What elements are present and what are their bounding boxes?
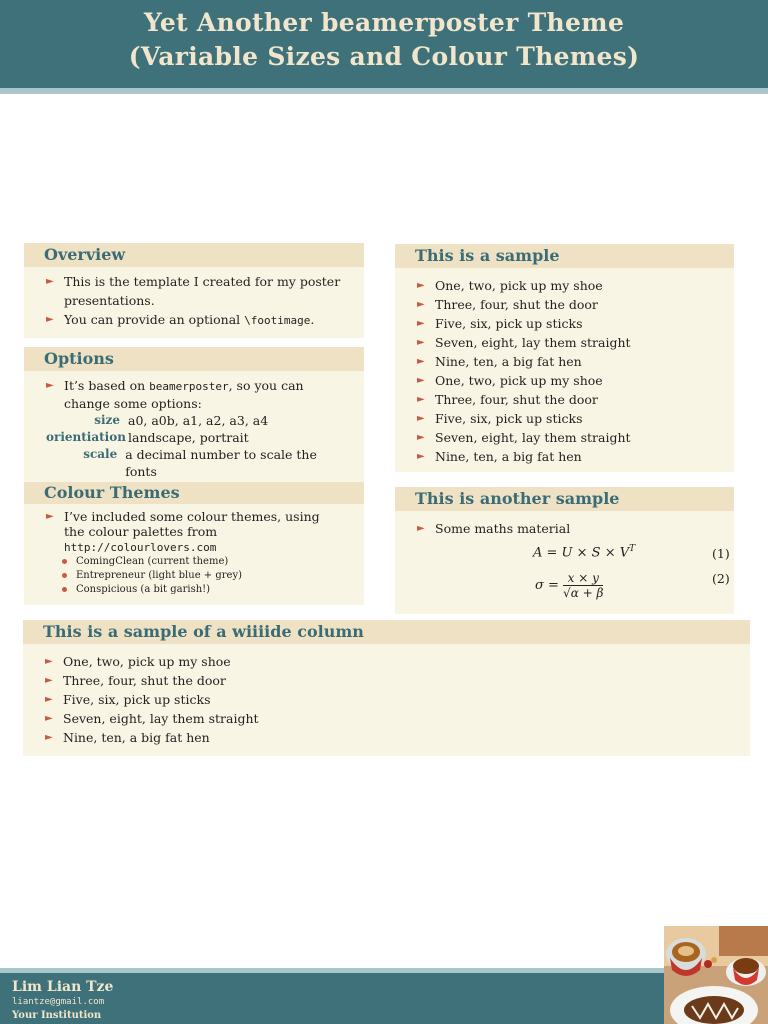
poster-footer [0, 968, 768, 1024]
list-item [417, 371, 714, 390]
triangle-bullet-icon: ► [46, 314, 54, 325]
colour-themes-title: Colour Themes [24, 482, 364, 504]
option-row [46, 429, 344, 446]
triangle-bullet-icon: ► [417, 394, 425, 405]
list-item-text: I’ve included some colour themes, using the colour palettes from [64, 509, 320, 539]
option-row [46, 412, 344, 429]
list-item [417, 333, 714, 352]
option-row [46, 446, 344, 480]
url-text: http://colourlovers.com [64, 541, 217, 554]
list-item-text: You can provide an optional [64, 312, 245, 327]
list-item-text: Seven, eight, lay them straight [435, 335, 631, 350]
triangle-bullet-icon: ► [417, 451, 425, 462]
code-text: beamerposter [149, 380, 229, 393]
list-item [45, 728, 730, 747]
triangle-bullet-icon: ► [417, 318, 425, 329]
list-item [45, 690, 730, 709]
sublist-item-text: Conspicious (a bit garish!) [76, 584, 211, 595]
triangle-bullet-icon: ► [45, 675, 53, 686]
equation-2-number: (2) [712, 571, 730, 586]
triangle-bullet-icon: ► [417, 356, 425, 367]
another-sample-title: This is another sample [395, 487, 734, 511]
coffee-dessert-photo [664, 926, 768, 1024]
sublist-item [62, 555, 344, 569]
header-rule [0, 88, 768, 94]
overview-block [24, 243, 364, 338]
sample-block [395, 244, 734, 472]
list-item-text: One, two, pick up my shoe [435, 278, 603, 293]
list-item [46, 377, 344, 412]
options-block [24, 347, 364, 488]
triangle-bullet-icon: ► [417, 432, 425, 443]
list-item-text: Some maths material [435, 521, 571, 536]
another-sample-block [395, 487, 734, 614]
list-item-text: One, two, pick up my shoe [63, 654, 231, 669]
triangle-bullet-icon: ► [417, 523, 425, 534]
list-item-text: Three, four, shut the door [435, 392, 598, 407]
sublist-item [62, 583, 344, 597]
triangle-bullet-icon: ► [417, 375, 425, 386]
list-item-text: Five, six, pick up sticks [435, 411, 583, 426]
list-item [45, 671, 730, 690]
dot-bullet-icon [62, 587, 67, 592]
triangle-bullet-icon: ► [417, 280, 425, 291]
triangle-bullet-icon: ► [417, 299, 425, 310]
colour-themes-body [24, 504, 364, 605]
footer-rule [0, 968, 768, 973]
list-item-text: It’s based on [64, 378, 150, 393]
code-text: \footimage [244, 314, 311, 327]
equation-1-number: (1) [712, 546, 730, 561]
sublist-item-text: Entrepreneur (light blue + grey) [76, 570, 242, 581]
triangle-bullet-icon: ► [417, 337, 425, 348]
list-item-text: Five, six, pick up sticks [435, 316, 583, 331]
author-email: liantze@gmail.com [12, 997, 105, 1007]
list-item-text: Nine, ten, a big fat hen [63, 730, 210, 745]
wide-body [23, 644, 750, 755]
author-institution: Your Institution [12, 1010, 102, 1021]
list-item-text: Nine, ten, a big fat hen [435, 449, 582, 464]
triangle-bullet-icon: ► [45, 732, 53, 743]
list-item [417, 428, 714, 447]
list-item [46, 310, 344, 330]
list-item-text: One, two, pick up my shoe [435, 373, 603, 388]
list-item [45, 652, 730, 671]
list-item [417, 519, 714, 538]
overview-title: Overview [24, 243, 364, 267]
poster-title-line1: Yet Another beamerposter Theme [143, 8, 625, 37]
list-item [46, 272, 344, 310]
list-item-text: . [310, 312, 315, 327]
sublist-item-text: ComingClean (current theme) [76, 556, 229, 567]
another-sample-body [395, 511, 734, 546]
list-item [417, 276, 714, 295]
list-item-text: Nine, ten, a big fat hen [435, 354, 582, 369]
author-name: Lim Lian Tze [12, 979, 114, 995]
list-item-text: Three, four, shut the door [63, 673, 226, 688]
triangle-bullet-icon: ► [45, 656, 53, 667]
triangle-bullet-icon: ► [46, 276, 54, 287]
triangle-bullet-icon: ► [417, 413, 425, 424]
colour-themes-block [24, 482, 364, 605]
triangle-bullet-icon: ► [46, 511, 54, 522]
list-item-text: Three, four, shut the door [435, 297, 598, 312]
poster-title-line2: (Variable Sizes and Colour Themes) [128, 42, 640, 71]
sublist-item [62, 569, 344, 583]
triangle-bullet-icon: ► [46, 380, 54, 391]
option-desc: landscape, portrait [128, 430, 249, 445]
equation-1: $A = U \times S \times V^T$ [533, 544, 636, 561]
poster-title [0, 6, 768, 74]
wide-title: This is a sample of a wiiiide column [23, 620, 750, 644]
overview-body [24, 267, 364, 338]
list-item-text: Five, six, pick up sticks [63, 692, 211, 707]
list-item-text: Seven, eight, lay them straight [63, 711, 259, 726]
list-item [417, 295, 714, 314]
list-item-text: , so you can change some options: [64, 378, 304, 411]
list-item [45, 709, 730, 728]
option-desc: a0, a0b, a1, a2, a3, a4 [128, 413, 269, 428]
options-title: Options [24, 347, 364, 371]
option-desc: a decimal number to scale the fonts [125, 447, 317, 479]
options-body [24, 371, 364, 488]
sample-title: This is a sample [395, 244, 734, 268]
dot-bullet-icon [62, 559, 67, 564]
sample-body [395, 268, 734, 472]
option-term: orientiation [46, 430, 126, 444]
wide-block [23, 620, 750, 756]
triangle-bullet-icon: ► [45, 713, 53, 724]
list-item [46, 509, 344, 555]
list-item-text: This is the template I created for my poster presentations. [64, 274, 341, 308]
list-item [417, 447, 714, 466]
list-item [417, 409, 714, 428]
dot-bullet-icon [62, 573, 67, 578]
triangle-bullet-icon: ► [45, 694, 53, 705]
list-item [417, 314, 714, 333]
option-term: size [94, 413, 120, 427]
list-item [417, 352, 714, 371]
list-item-text: Seven, eight, lay them straight [435, 430, 631, 445]
option-term: scale [83, 447, 118, 461]
equation-2: σ = $\frac{x \times y}{√\alpha + \beta}$ [535, 571, 604, 600]
list-item [417, 390, 714, 409]
